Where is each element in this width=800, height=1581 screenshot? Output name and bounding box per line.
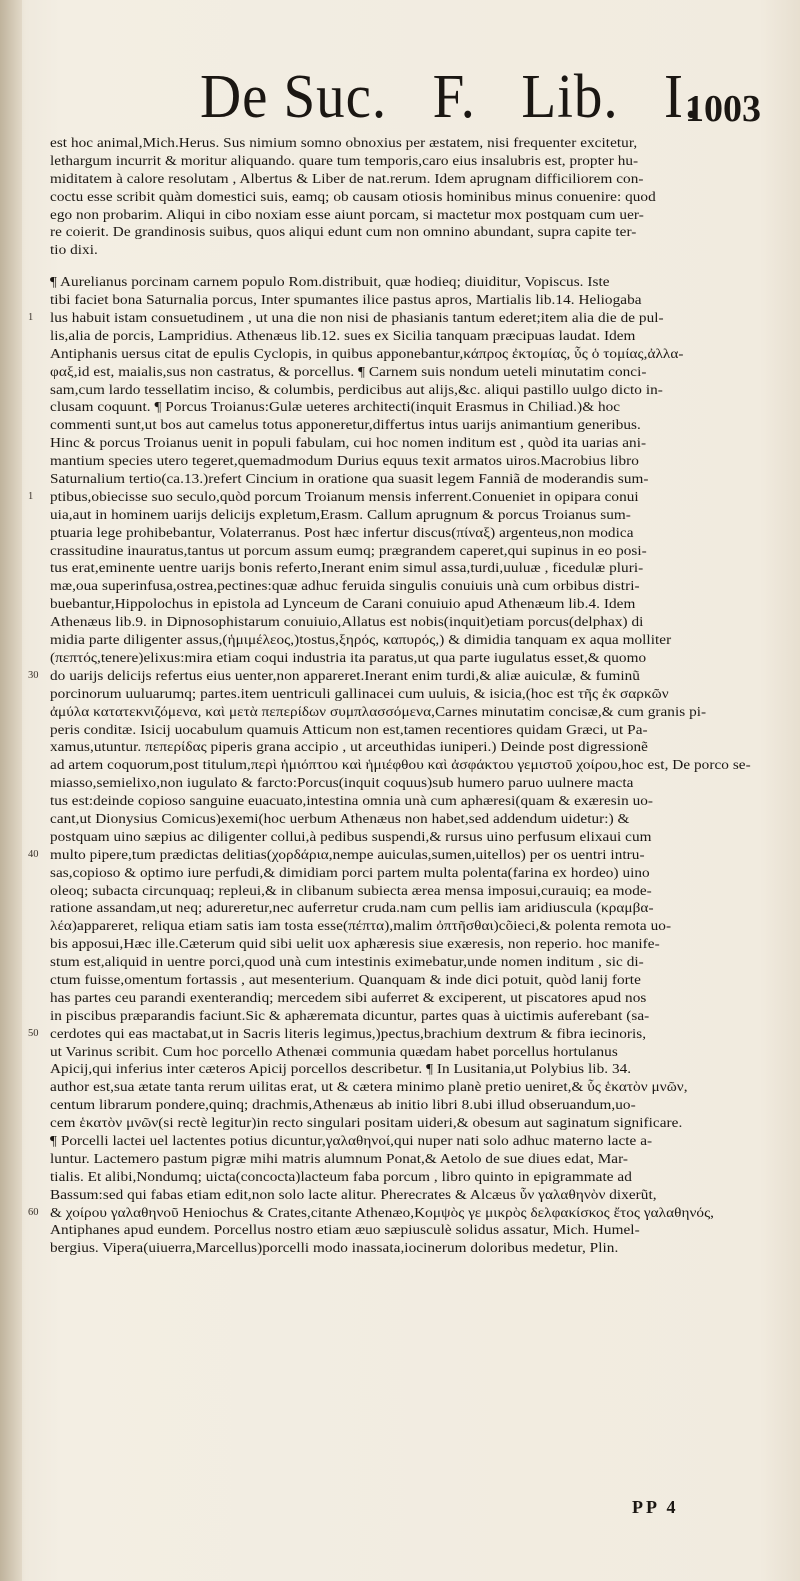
line-text: φαξ,id est, maialis,sus non castratus, & porcellus. ¶ Carnem suis nondum ueteli minutatim conci- — [50, 363, 647, 379]
text-line — [28, 774, 770, 792]
line-text: postquam uino sæpius ac diligenter collui,à pedibus suspendi,& rursus uino perfusum elixaui cum — [50, 828, 652, 844]
text-line — [28, 667, 770, 685]
line-text: Saturnalium tertio(ca.13.)refert Cincium in oratione qua suasit legem Fanniã de moderandis sum- — [50, 471, 649, 487]
line-text: ptibus,obiecisse suo seculo,quòd porcum Troianum mensis inferrent.Conueniet in opipara conui — [50, 488, 639, 504]
text-line — [28, 1060, 770, 1078]
line-text: stum est,aliquid in uentre porci,quod unà cum intestinis eximebatur,unde nomen inditum , sic di- — [50, 954, 644, 970]
text-line — [28, 953, 770, 971]
text-line — [28, 416, 770, 434]
line-text: ptuaria lege prohibebantur, Volaterranus. Post hæc infertur discus(πίναξ) argenteus,non modica — [50, 524, 634, 540]
line-text: porcinorum uuluarumq; partes.item uentriculi gallinacei cum uuluis, & isicia,(hoc est τῆς ἐκ σαρκῶν — [50, 685, 669, 701]
text-line — [28, 792, 770, 810]
line-text: tus erat,eminente uentre uarijs bonis referto,Inerant enim simul assa,turdi,uuluæ , ficedulæ pluri- — [50, 560, 644, 576]
text-line — [28, 864, 770, 882]
text-line — [28, 170, 770, 188]
text-line — [28, 721, 770, 739]
line-text: sas,copioso & optimo iure perfudi,& dimidiam porci partem multa polenta(farina ex hordeo) uino — [50, 864, 650, 880]
text-line — [28, 595, 770, 613]
text-line — [28, 363, 770, 381]
text-line — [28, 810, 770, 828]
text-line — [28, 327, 770, 345]
text-line — [28, 971, 770, 989]
line-text: & χοίρου γαλαθηνοῦ Heniochus & Crates,citante Athenæo,Κομψὸς γε μικρὸς δελφακίσκος ἔτος γαλαθηνός, — [50, 1204, 715, 1220]
text-line — [28, 206, 770, 224]
text-line — [28, 756, 770, 774]
text-line — [28, 241, 770, 259]
line-text: coctu esse scribit quàm domestici suis, eamq; ob causam otiosis hominibus minus conuenire: quod — [50, 188, 656, 204]
line-text: in piscibus præparandis faciunt.Sic & aphæremata dicuntur, partes quas à uictimis auferebant (sa- — [50, 1007, 650, 1023]
line-text: lethargum incurrit & moritur aliquando. quare tum temporis,caro eius insalubris est, propter hu- — [50, 152, 639, 168]
text-line — [28, 1043, 770, 1061]
line-text: crassitudine inauratus,tantus ut porcum assum eumq; prægrandem caperet,qui supinus in eo posi- — [50, 542, 647, 558]
line-text: lus habuit istam consuetudinem , ut una die non nisi de phasianis tantum ederet;item alia die de pul- — [50, 310, 664, 326]
text-line — [28, 1078, 770, 1096]
line-text: miasso,semielixo,non iugulato & farcto:Porcus(inquit coquus)sub humero paruo uulnere macta — [50, 775, 634, 791]
line-text: tibi faciet bona Saturnalia porcus, Inter spumantes ilice pastus apros, Martialis lib.14. Heliogaba — [50, 292, 642, 308]
text-line — [28, 381, 770, 399]
line-text: lis,alia de porcis, Lampridius. Athenæus lib.12. sues ex Sicilia tanquam præcipuas laudat. Idem — [50, 327, 636, 343]
line-text: ¶ Aurelianus porcinam carnem populo Rom.distribuit, quæ hodieq; diuiditur, Vopiscus. Iste — [50, 274, 610, 290]
line-text: Athenæus lib.9. in Dipnosophistarum conuiuio,Allatus est nobis(inquit)etiam porcus(delphax) di — [50, 614, 644, 630]
text-line — [28, 309, 770, 327]
line-text: do uarijs delicijs refertus eius uenter,non appareret.Inerant enim turdi,& aliæ auiculæ, & fuminũ — [50, 667, 640, 683]
line-text: ¶ Porcelli lactei uel lactentes potius dicuntur,γαλαθηνοί,qui nuper nati solo adhuc materno lacte a- — [50, 1132, 653, 1148]
line-text: commenti sunt,ut bos aut camelus totus apponeretur,differtus intus uarijs animantium generibus. — [50, 417, 641, 433]
text-line — [28, 613, 770, 631]
text-line — [28, 1007, 770, 1025]
line-text: Antiphanes apud eundem. Porcellus nostro etiam æuo sæpiusculè solidus assatur, Mich. Humel- — [50, 1222, 640, 1238]
line-text: midia parte diligenter assus,(ἡμιμέλεος,)tostus,ξηρός, καπυρός,) & dimidia tanquam ex aqua molliter — [50, 632, 672, 648]
line-text: Antiphanis uersus citat de epulis Cyclopis, in quibus apponebantur,κάπρος ἐκτομίας, ὗς ὁ τομίας,ἀλλα- — [50, 345, 684, 361]
text-line — [28, 452, 770, 470]
line-text: est hoc animal,Mich.Herus. Sus nimium somno obnoxius per æstatem, nisi frequenter excitetur, — [50, 135, 638, 150]
text-line — [28, 488, 770, 506]
text-line — [28, 559, 770, 577]
text-line — [28, 1239, 770, 1257]
line-text: bis apposui,Hæc ille.Cæterum quid sibi uelit uox aphæresis siue exæresis, non reperio. hoc manife- — [50, 936, 660, 952]
text-line — [28, 1025, 770, 1043]
text-line — [28, 1114, 770, 1132]
text-line — [28, 542, 770, 560]
line-text: Bassum:sed qui fabas etiam edit,non solo lacte alitur. Pherecrates & Alcæus ὗν γαλαθηνὸν dixerũt, — [50, 1186, 657, 1202]
margin-line-number: 40 — [28, 848, 39, 860]
text-line — [28, 917, 770, 935]
text-line — [28, 989, 770, 1007]
text-line — [28, 685, 770, 703]
paragraph — [28, 134, 770, 259]
line-text: mantium species utero tegeret,quemadmodum Durius equus texit armatos uiros.Macrobius libro — [50, 453, 639, 469]
page-number: 1003 — [685, 88, 761, 130]
line-text: cerdotes qui eas mactabat,ut in Sacris literis legimus,)pectus,brachium dextrum & fibra iecinoris, — [50, 1025, 647, 1041]
margin-line-number: 1 — [28, 490, 34, 502]
text-line — [28, 1186, 770, 1204]
text-line — [28, 223, 770, 241]
line-text: tialis. Et alibi,Nondumq; uicta(concocta)lacteum faba porcum , libro quinto in epigrammate ad — [50, 1168, 632, 1184]
running-title: De Suc. F. Lib. I. — [200, 63, 700, 131]
text-line — [28, 703, 770, 721]
text-line — [28, 649, 770, 667]
text-line — [28, 1204, 770, 1222]
line-text: luntur. Lactemero pastum pigræ mihi matris alumnum Ponat,& Aetolo de sue diues edat, Mar- — [50, 1150, 629, 1166]
text-line — [28, 577, 770, 595]
body-text — [28, 134, 770, 1257]
line-text: λέα)appareret, reliqua etiam satis iam tosta esse(πέπτα),malim ὀπτῆσθαι)cõieci,& polenta remota uo- — [50, 918, 672, 934]
text-line — [28, 1150, 770, 1168]
text-line — [28, 273, 770, 291]
line-text: has partes ceu parandi exenterandiq; mercedem sibi auferret & exciperent, ut piscatores apud nos — [50, 989, 647, 1005]
line-text: centum librarum pondere,quinq; drachmis,Athenæus ab initio libri 8.ubi illud obseruandum,uo- — [50, 1097, 636, 1113]
paragraph — [28, 273, 770, 1257]
text-line — [28, 152, 770, 170]
line-text: ctum fuisse,omentum fortassis , aut mesenterium. Quanquam & inde dici potuit, quòd lanij forte — [50, 971, 641, 987]
text-line — [28, 134, 770, 152]
line-text: buebantur,Hippolochus in epistola ad Lynceum de Carani conuiuio apud Athenæum lib.4. Idem — [50, 596, 636, 612]
text-line — [28, 935, 770, 953]
text-line — [28, 631, 770, 649]
text-line — [28, 188, 770, 206]
line-text: tio dixi. — [50, 242, 98, 258]
line-text: bergius. Vipera(uiuerra,Marcellus)porcelli modo inassata,iocinerum doloribus medetur, Plin. — [50, 1240, 619, 1256]
text-line — [28, 1096, 770, 1114]
text-line — [28, 345, 770, 363]
line-text: (πεπτός,tenere)elixus:mira etiam coqui industria ita paratus,ut qua parte iugulatus esset,& quomo — [50, 649, 647, 665]
line-text: tus est:deinde copioso sanguine euacuato,intestina omnia unà cum aphæresi(quam & exæresin uo- — [50, 793, 654, 809]
text-line — [28, 1221, 770, 1239]
text-line — [28, 828, 770, 846]
text-line — [28, 1168, 770, 1186]
line-text: miditatem à calore resolutam , Albertus & Liber de nat.rerum. Idem aprugnam difficiliorem con- — [50, 170, 644, 186]
margin-line-number: 60 — [28, 1206, 39, 1218]
text-line — [28, 434, 770, 452]
text-line — [28, 291, 770, 309]
signature-mark: PP 4 — [632, 1497, 679, 1517]
line-text: cant,ut Dionysius Comicus)exemi(hoc uerbum Athenæus non habet,sed addendum uidetur:) & — [50, 810, 630, 826]
text-line — [28, 882, 770, 900]
line-text: uia,aut in hominem uarijs delicijs expletum,Erasm. Callum aprugnum & porcus Troianus sum- — [50, 506, 631, 522]
text-line — [28, 899, 770, 917]
line-text: ego non probarim. Aliqui in cibo noxiam esse aiunt porcam, si mactetur mox postquam cum uer- — [50, 206, 644, 222]
text-line — [28, 846, 770, 864]
line-text: re coierit. De grandinosis suibus, quos aliqui edunt cum non omnino abundant, supra capite ter- — [50, 224, 637, 240]
text-line — [28, 506, 770, 524]
margin-line-number: 30 — [28, 669, 39, 681]
margin-line-number: 1 — [28, 312, 34, 324]
text-line — [28, 470, 770, 488]
text-line — [28, 524, 770, 542]
text-line — [28, 738, 770, 756]
line-text: ad artem coquorum,post titulum,περὶ ἡμιόπτου καὶ ἡμιέφθου καὶ ἀσφάκτου γεμιστοῦ χοίρου,hoc est, De porco se- — [50, 757, 751, 773]
text-line — [28, 1132, 770, 1150]
line-text: Hinc & porcus Troianus uenit in populi fabulam, cui hoc nomen inditum est , quòd ita uarias ani- — [50, 435, 647, 451]
line-text: sam,cum lardo tessellatim inciso, & columbis, perdicibus aut alijs,&c. aliqui pastillo uulgo dicto in- — [50, 381, 663, 397]
line-text: mæ,oua superinfusa,ostrea,pectines:quæ adhuc feruida singulis conuiuis unà cum orbibus distri- — [50, 578, 640, 594]
line-text: multo pipere,tum prædictas delitias(χορδάρια,nempe auiculas,sumen,uitellos) per os uentri intru- — [50, 846, 645, 862]
binding-gutter — [0, 0, 22, 1581]
text-line — [28, 398, 770, 416]
line-text: clusam coquunt. ¶ Porcus Troianus:Gulæ ueteres architecti(inquit Erasmus in Chiliad.)& hoc — [50, 399, 621, 415]
line-text: peris conditæ. Isicij uocabulum quamuis Atticum non est,tamen recentiores quidam Græci, ut Pa- — [50, 721, 648, 737]
line-text: cem ἑκατὸν μνῶν(si rectè legitur)in recto singulari positam uideri,& obesum aut saginatum significare. — [50, 1115, 683, 1131]
line-text: ut Varinus scribit. Cum hoc porcello Athenæi communia quædam habet porcellus hortulanus — [50, 1043, 618, 1059]
margin-line-number: 50 — [28, 1027, 39, 1039]
line-text: ἀμύλα κατατεκνιζόμενα, καὶ μετὰ πεπερίδων συμπλασσόμενα,Carnes minutatim concisæ,& cum granis pi- — [50, 703, 707, 719]
line-text: Apicij,qui inferius inter cæteros Apicij porcellos describetur. ¶ In Lusitania,ut Polybius lib. 34. — [50, 1061, 632, 1077]
line-text: ratione assandam,ut neq; adureretur,nec auferretur cruda.nam cum pellis iam aridiuscula (κραμβα- — [50, 900, 654, 916]
line-text: author est,sua ætate tanta rerum uilitas erat, ut & cætera minimo planè pretio ueniret,& ὗς ἑκατὸν μνῶν, — [50, 1079, 688, 1095]
line-text: xamus,utuntur. πεπερίδας piperis grana accipio , ut arceuthidas iuniperi.) Deinde post digressionẽ — [50, 739, 648, 755]
line-text: oleoq; subacta circunquaq; repleui,& in clibanum subiecta ærea mensa imposui,curauiq; ea mode- — [50, 882, 652, 898]
